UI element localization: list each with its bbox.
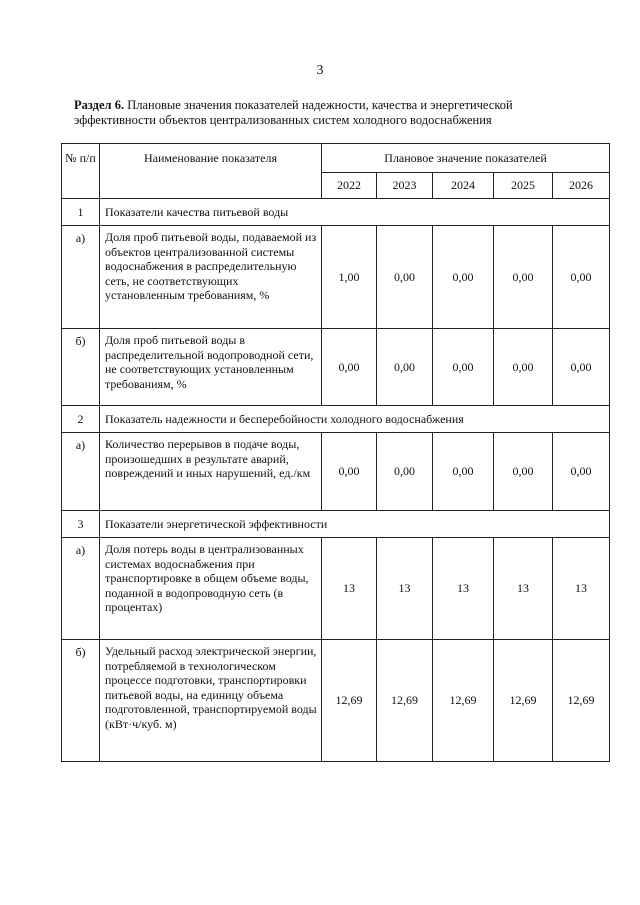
- plan-value: 0,00: [377, 226, 433, 329]
- col-header-name: Наименование показателя: [100, 144, 322, 199]
- indicator-name: Количество перерывов в подаче воды, произошедших в результате аварий, повреждений и иных нарушений, ед./км: [100, 433, 322, 511]
- section-heading-label: Раздел 6.: [74, 98, 125, 112]
- plan-value: 0,00: [494, 329, 553, 406]
- plan-value: 0,00: [494, 433, 553, 511]
- plan-value: 0,00: [553, 433, 610, 511]
- indicator-row: [62, 640, 610, 762]
- indicator-row: [62, 433, 610, 511]
- year-header: 2024: [433, 173, 494, 199]
- plan-value: 0,00: [553, 329, 610, 406]
- section-row: [62, 406, 610, 433]
- row-number: а): [62, 538, 100, 640]
- plan-value: 0,00: [433, 226, 494, 329]
- section-title: Показатели энергетической эффективности: [100, 511, 610, 538]
- year-header: 2025: [494, 173, 553, 199]
- plan-value: 12,69: [322, 640, 377, 762]
- indicators-table: [61, 143, 610, 762]
- indicator-name: Доля проб питьевой воды в распределительной водопроводной сети, не соответствующих установленным требованиям, %: [100, 329, 322, 406]
- plan-value: 13: [377, 538, 433, 640]
- row-number: 1: [62, 199, 100, 226]
- section-row: [62, 511, 610, 538]
- row-number: а): [62, 226, 100, 329]
- indicator-name: Доля проб питьевой воды, подаваемой из объектов централизованной системы водоснабжения в распределительную сеть, не соответствующих установленным требованиям, %: [100, 226, 322, 329]
- plan-value: 13: [433, 538, 494, 640]
- plan-value: 0,00: [377, 329, 433, 406]
- table-header-row: [62, 144, 610, 173]
- plan-value: 13: [553, 538, 610, 640]
- section-heading-text: Плановые значения показателей надежности, качества и энергетической эффективности объектов централизованных систем холодного водоснабжения: [74, 98, 513, 127]
- plan-value: 0,00: [433, 433, 494, 511]
- col-header-num: № п/п: [62, 144, 100, 199]
- plan-value: 12,69: [377, 640, 433, 762]
- plan-value: 0,00: [322, 329, 377, 406]
- year-header: 2022: [322, 173, 377, 199]
- page-number: 3: [316, 63, 324, 78]
- year-header: 2023: [377, 173, 433, 199]
- indicator-row: [62, 329, 610, 406]
- section-title: Показатель надежности и бесперебойности холодного водоснабжения: [100, 406, 610, 433]
- indicator-name: Удельный расход электрической энергии, потребляемой в технологическом процессе подготовки, транспортировки питьевой воды, на единицу объема подготовленной, транспортируемой воды (кВт·ч/куб. м): [100, 640, 322, 762]
- plan-value: 0,00: [433, 329, 494, 406]
- row-number: б): [62, 329, 100, 406]
- indicator-row: [62, 226, 610, 329]
- plan-value: 12,69: [433, 640, 494, 762]
- row-number: 3: [62, 511, 100, 538]
- plan-value: 12,69: [494, 640, 553, 762]
- row-number: б): [62, 640, 100, 762]
- plan-value: 0,00: [553, 226, 610, 329]
- plan-value: 13: [494, 538, 553, 640]
- plan-value: 0,00: [377, 433, 433, 511]
- section-title: Показатели качества питьевой воды: [100, 199, 610, 226]
- row-number: 2: [62, 406, 100, 433]
- plan-value: 0,00: [494, 226, 553, 329]
- col-header-plan: Плановое значение показателей: [322, 144, 610, 173]
- row-number: а): [62, 433, 100, 511]
- plan-value: 12,69: [553, 640, 610, 762]
- section-row: [62, 199, 610, 226]
- year-header: 2026: [553, 173, 610, 199]
- plan-value: 13: [322, 538, 377, 640]
- section-heading: [74, 98, 574, 128]
- plan-value: 0,00: [322, 433, 377, 511]
- indicator-name: Доля потерь воды в централизованных системах водоснабжения при транспортировке в общем объеме воды, поданной в водопроводную сеть (в процентах): [100, 538, 322, 640]
- plan-value: 1,00: [322, 226, 377, 329]
- indicator-row: [62, 538, 610, 640]
